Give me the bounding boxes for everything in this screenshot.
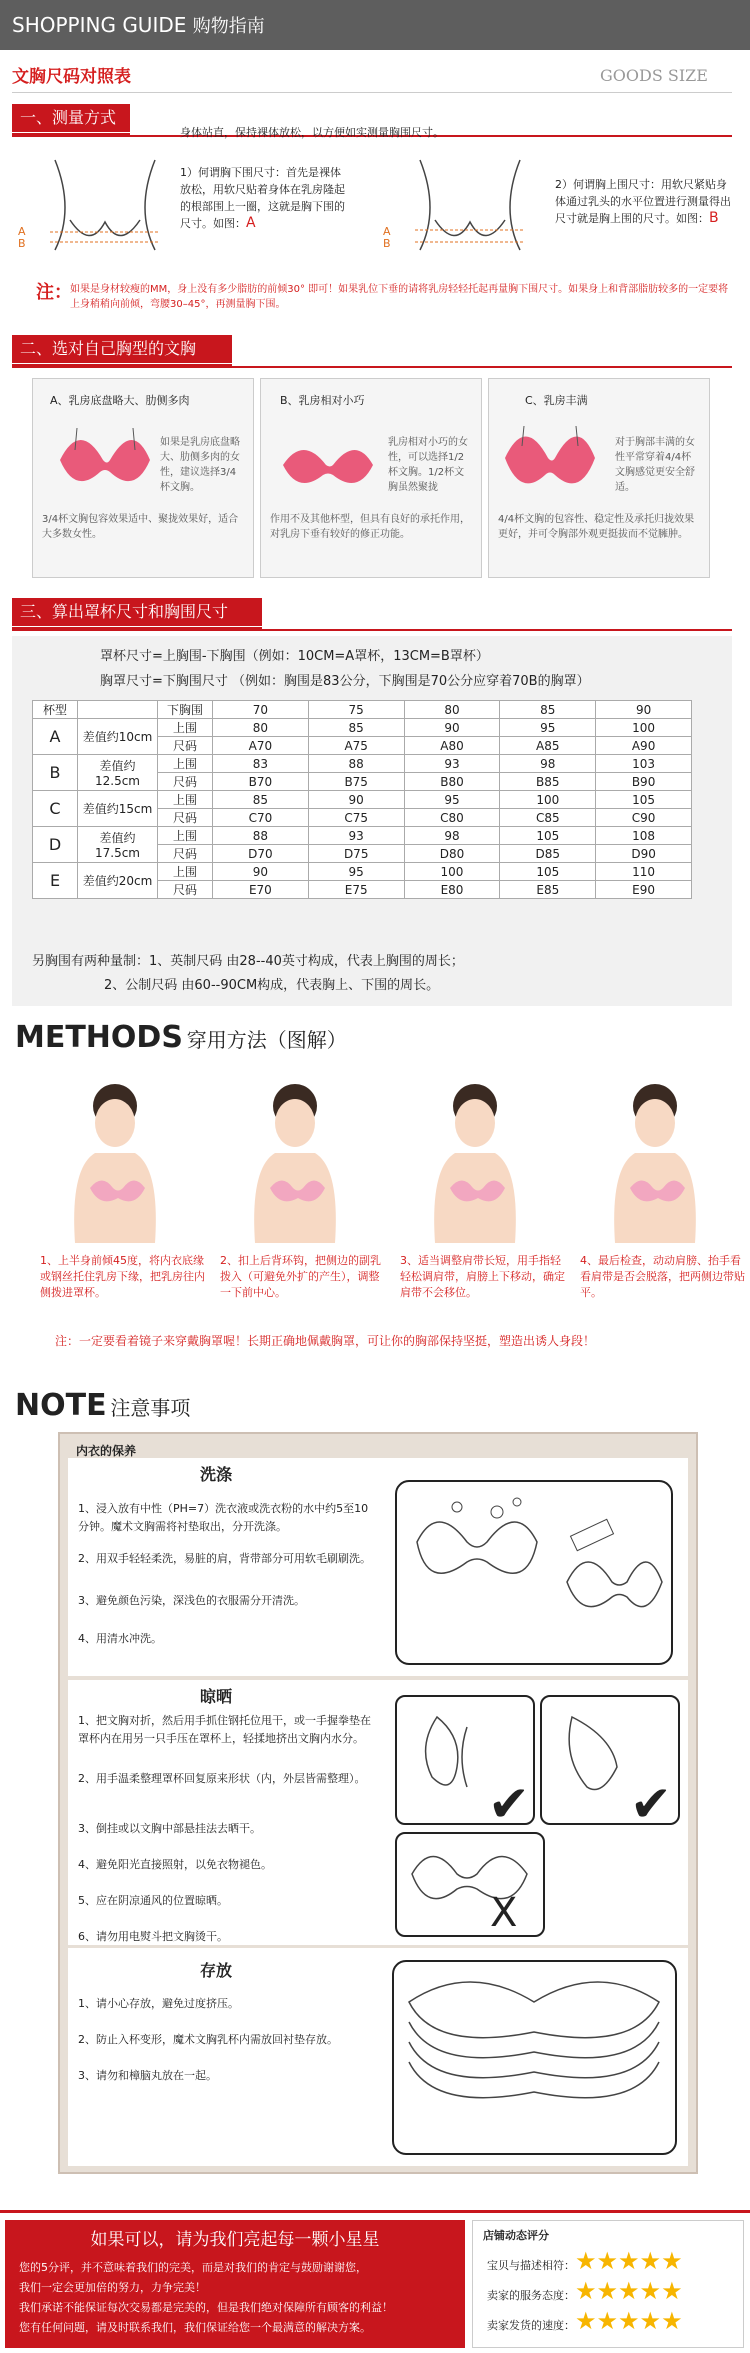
bra-34-image: [55, 420, 155, 500]
upper-cell: 100: [404, 863, 500, 881]
upper-cell: 95: [308, 863, 404, 881]
method-figure: [50, 1068, 180, 1243]
upper-cell: 105: [500, 827, 596, 845]
size-chart-title: 文胸尺码对照表: [12, 67, 131, 87]
star-icon: ★★★★★: [575, 2247, 683, 2275]
divider: [12, 92, 732, 93]
size-cell: C85: [500, 809, 596, 827]
dry-fig-3: [395, 1832, 545, 1937]
method-step-text: 3、适当调整肩带长短，用手指轻轻松调肩带，肩膀上下移动，确定肩带不会移位。: [400, 1254, 565, 1299]
method-figure: [230, 1068, 360, 1243]
shape-b-title: B、乳房相对小巧: [280, 394, 365, 407]
methods-note: 注：一定要看着镜子来穿戴胸罩喔！长期正确地佩戴胸罩，可让你的胸部保持坚挺，塑造出诱人身段！: [55, 1334, 596, 1348]
table-row: 尺码 C70 C75 C80 C85 C90: [33, 809, 692, 827]
upper-cell: 95: [404, 791, 500, 809]
standard-2: 2、公制尺码 由60--90CM构成，代表胸上、下围的周长。: [104, 978, 440, 993]
care-item: 2、用手温柔整理罩杯回复原来形状（内，外层皆需整理）。: [78, 1772, 366, 1785]
diff-cell: 差值约10cm: [78, 719, 158, 755]
table-row: B 差值约12.5cm 上围 83 88 93 98 103: [33, 755, 692, 773]
formula-2: 胸罩尺寸=下胸围尺寸 （例如：胸围是83公分，下胸围是70公分应穿着70B的胸罩）: [100, 674, 590, 689]
care-item: 2、防止入杯变形，魔术文胸乳杯内需放回衬垫存放。: [78, 2033, 338, 2046]
upper-cell: 83: [213, 755, 309, 773]
upper-cell: 108: [596, 827, 692, 845]
cross-icon: X: [490, 1890, 518, 1936]
star-icon: ★★★★★: [575, 2307, 683, 2335]
upper-cell: 105: [500, 863, 596, 881]
shape-c-desc: 对于胸部丰满的女性平常穿着4/4杯文胸感觉更安全舒适。: [615, 437, 695, 493]
care-item: 3、请勿和樟脑丸放在一起。: [78, 2069, 217, 2082]
upper-bust-text: 2）何谓胸上围尺寸：用软尺紧贴身体通过乳头的水平位置进行测量得出尺寸就是胸上围的尺寸。如图：B: [555, 178, 731, 226]
care-item: 3、倒挂或以文胸中部悬挂法去晒干。: [78, 1822, 261, 1835]
care-item: 6、请勿用电熨斗把文胸烫干。: [78, 1930, 228, 1943]
table-row: 尺码 E70 E75 E80 E85 E90: [33, 881, 692, 899]
upper-cell: 90: [404, 719, 500, 737]
care-item: 1、浸入放有中性（PH=7）洗衣液或洗衣粉的水中约5至10分钟。魔术文胸需将衬垫取出，分开洗涤。: [78, 1502, 369, 1533]
upper-cell: 85: [213, 791, 309, 809]
method-step-text: 2、扣上后背环钩，把侧边的副乳拨入（可避免外扩的产生），调整一下前中心。: [220, 1254, 381, 1299]
table-row: 尺码 B70 B75 B80 B85 B90: [33, 773, 692, 791]
cup-cell: B: [33, 755, 78, 791]
divider: [12, 629, 732, 631]
rating-row: 宝贝与描述相符：★★★★★: [487, 2247, 683, 2275]
cup-cell: A: [33, 719, 78, 755]
fig-b-label: B: [18, 237, 26, 250]
rating-title: 店铺动态评分: [483, 2229, 549, 2242]
upper-cell: 110: [596, 863, 692, 881]
upper-cell: 90: [308, 791, 404, 809]
upper-cell: 90: [213, 863, 309, 881]
cup-header: 杯型: [33, 701, 78, 719]
under-bust-figure: [15, 150, 185, 260]
upper-cell: 88: [308, 755, 404, 773]
star-icon: ★★★★★: [575, 2277, 683, 2305]
size-cell: E90: [596, 881, 692, 899]
size-cell: D90: [596, 845, 692, 863]
banner-lines: 您的5分评，并不意味着我们的完美，而是对我们的肯定与鼓励谢谢您， 我们一定会更加倍的努力，力争完美！ 我们承诺不能保证每次交易都是完美的，但是我们绝对保障所有顾客的利益！ 您有任何问题，请及时联系我们，我们保证给您一个最满意的解决方案。: [19, 2261, 393, 2334]
size-cell: A70: [213, 737, 309, 755]
upper-cell: 98: [500, 755, 596, 773]
divider: [0, 2210, 750, 2213]
measure-bar: 一、测量方式: [12, 104, 130, 132]
size-cell: B75: [308, 773, 404, 791]
care-item: 2、用双手轻轻柔洗，易脏的肩，背带部分可用软毛刷刷洗。: [78, 1552, 371, 1565]
diff-cell: 差值约15cm: [78, 791, 158, 827]
shape-c-title: C、乳房丰满: [525, 394, 588, 407]
stand-text: 身体站直，保持裸体放松，以方便如实测量胸围尺寸。: [180, 126, 444, 139]
upper-cell: 100: [500, 791, 596, 809]
rating-row: 卖家的服务态度：★★★★★: [487, 2277, 683, 2305]
upper-cell: 100: [596, 719, 692, 737]
note-label: 注：: [36, 282, 72, 303]
diff-cell: 差值约20cm: [78, 863, 158, 899]
header-title-en: SHOPPING GUIDE: [12, 13, 187, 37]
rating-row: 卖家发货的速度：★★★★★: [487, 2307, 683, 2335]
size-cell: A80: [404, 737, 500, 755]
size-cell: D80: [404, 845, 500, 863]
care-item: 1、把文胸对折，然后用手抓住钢托位甩干，或一手握拳垫在罩杯内在用另一只手压在罩杯上，轻揉地挤出文胸内水分。: [78, 1714, 371, 1745]
standard-1: 另胸围有两种量制：1、英制尺码 由28--40英寸构成，代表上胸围的周长；: [32, 954, 464, 969]
bra-44-image: [500, 420, 600, 500]
size-cell: E75: [308, 881, 404, 899]
wash-illustration: [395, 1480, 673, 1665]
fig-a-label: A: [18, 225, 26, 238]
care-item: 3、避免颜色污染，深浅色的衣服需分开清洗。: [78, 1594, 305, 1607]
table-row: C 差值约15cm 上围 85 90 95 100 105: [33, 791, 692, 809]
size-cell: E85: [500, 881, 596, 899]
page-header: [0, 0, 750, 50]
cup-cell: E: [33, 863, 78, 899]
table-row: E 差值约20cm 上围 90 95 100 105 110: [33, 863, 692, 881]
upper-cell: 88: [213, 827, 309, 845]
upper-cell: 98: [404, 827, 500, 845]
upper-cell: 105: [596, 791, 692, 809]
shape-a-desc: 如果是乳房底盘略大、肋侧多肉的女性，建议选择3/4杯文胸。: [160, 437, 240, 493]
size-cell: B85: [500, 773, 596, 791]
svg-text:A: A: [383, 225, 391, 238]
care-title: 内衣的保养: [76, 1444, 137, 1458]
goods-size-label: GOODS SIZE: [600, 66, 708, 85]
size-table-body: [33, 719, 692, 899]
care-item: 1、请小心存放，避免过度挤压。: [78, 1997, 239, 2010]
dry-title: 晾晒: [200, 1687, 233, 1706]
upper-cell: 80: [213, 719, 309, 737]
note-text: 如果是身材较瘦的MM，身上没有多少脂肪的前倾30° 即可！如果乳位下垂的请将乳房轻轻托起再量胸下围尺寸。如果身上和背部脂肪较多的一定要将上身稍稍向前倾，弯腰30–45°，再测量胸下围。: [70, 284, 729, 310]
upper-bust-figure: [380, 150, 550, 260]
svg-text:B: B: [383, 237, 391, 250]
check-1-icon: ✔: [488, 1775, 530, 1833]
upper-cell: 93: [404, 755, 500, 773]
diff-cell: 差值约17.5cm: [78, 827, 158, 863]
size-cell: C90: [596, 809, 692, 827]
upper-cell: 103: [596, 755, 692, 773]
table-row: D 差值约17.5cm 上围 88 93 98 105 108: [33, 827, 692, 845]
diff-cell: 差值约12.5cm: [78, 755, 158, 791]
cup-cell: D: [33, 827, 78, 863]
note-heading: NOTE 注意事项: [15, 1388, 191, 1423]
formula-1: 罩杯尺寸=上胸围-下胸围（例如：10CM=A罩杯，13CM=B罩杯）: [100, 649, 489, 664]
divider: [12, 366, 732, 368]
under-header: 下胸围: [158, 701, 213, 719]
method-figure: [410, 1068, 540, 1243]
size-cell: B70: [213, 773, 309, 791]
shape-bar: 二、选对自己胸型的文胸: [12, 335, 232, 363]
upper-cell: 85: [308, 719, 404, 737]
size-cell: D85: [500, 845, 596, 863]
method-figure: [590, 1068, 720, 1243]
footer-banner: [5, 2220, 465, 2348]
methods-heading: METHODS 穿用方法（图解）: [15, 1020, 347, 1055]
under-bust-text: 1）何谓胸下围尺寸：首先是裸体放松，用软尺贴着身体在乳房隆起的根部围上一圈，这就是胸下围的尺寸。如图：A: [180, 166, 345, 231]
rating-box: [472, 2220, 744, 2348]
shape-b-desc: 乳房相对小巧的女性，可以选择1/2杯文胸。1/2杯文胸虽然聚拢: [388, 437, 468, 493]
cup-cell: C: [33, 791, 78, 827]
bra-12-image: [278, 420, 378, 500]
shape-a-foot: 3/4杯文胸包容效果适中、聚拢效果好，适合大多数女性。: [42, 514, 239, 540]
size-cell: E70: [213, 881, 309, 899]
method-step-text: 4、最后检查，动动肩膀、抬手看看肩带是否会脱落，把两侧边带贴平。: [580, 1254, 745, 1299]
header-title-cn: 购物指南: [192, 16, 265, 37]
banner-title: 如果可以，请为我们亮起每一颗小星星: [90, 2230, 380, 2250]
size-cell: A85: [500, 737, 596, 755]
method-step-text: 1、上半身前倾45度，将内衣底缘或钢丝托住乳房下缘，把乳房往内侧拨进罩杯。: [40, 1254, 205, 1299]
size-cell: A90: [596, 737, 692, 755]
size-cell: C75: [308, 809, 404, 827]
cup-bar: 三、算出罩杯尺寸和胸围尺寸: [12, 598, 262, 626]
table-row: 尺码 A70 A75 A80 A85 A90: [33, 737, 692, 755]
size-cell: C70: [213, 809, 309, 827]
store-title: 存放: [200, 1961, 233, 1980]
size-cell: A75: [308, 737, 404, 755]
shape-c-foot: 4/4杯文胸的包容性、稳定性及承托归拢效果更好，并可令胸部外观更挺拔而不觉臃肿。: [498, 514, 695, 540]
shape-b-foot: 作用不及其他杯型，但具有良好的承托作用，对乳房下垂有较好的修正功能。: [270, 514, 470, 540]
upper-cell: 95: [500, 719, 596, 737]
table-row: A 差值约10cm 上围 80 85 90 95 100: [33, 719, 692, 737]
size-cell: C80: [404, 809, 500, 827]
size-cell: D70: [213, 845, 309, 863]
size-cell: D75: [308, 845, 404, 863]
care-item: 4、用清水冲洗。: [78, 1632, 162, 1645]
table-row: 尺码 D70 D75 D80 D85 D90: [33, 845, 692, 863]
check-2-icon: ✔: [630, 1775, 672, 1833]
care-item: 5、应在阴凉通风的位置晾晒。: [78, 1894, 228, 1907]
upper-cell: 93: [308, 827, 404, 845]
wash-title: 洗涤: [200, 1465, 233, 1484]
shape-a-title: A、乳房底盘略大、肋侧多肉: [50, 394, 190, 407]
store-illustration: [392, 1960, 677, 2155]
care-item: 4、避免阳光直接照射，以免衣物褪色。: [78, 1858, 272, 1871]
size-cell: E80: [404, 881, 500, 899]
size-table: 杯型 下胸围 70 75 80 85 90 A 差值约10cm 上围 80 85 90 95 100 尺码 A70 A75 A80 A85 A90 B 差值约12.5cm 上围 83 88 93 98 103 尺码 B70 B75 B80 B85 B90 C 差值约15cm 上围 85 90 95 100 105 尺码 C70 C75 C80 C85 C90 D 差值约17.5cm 上围 88 93 98 105 108 尺码 D70 D75 D80 D85 D90 E 差值约20cm 上围 90 95 100 105 110 尺码 E70 E75 E80 E85 E90: [32, 700, 692, 899]
size-cell: B90: [596, 773, 692, 791]
size-cell: B80: [404, 773, 500, 791]
